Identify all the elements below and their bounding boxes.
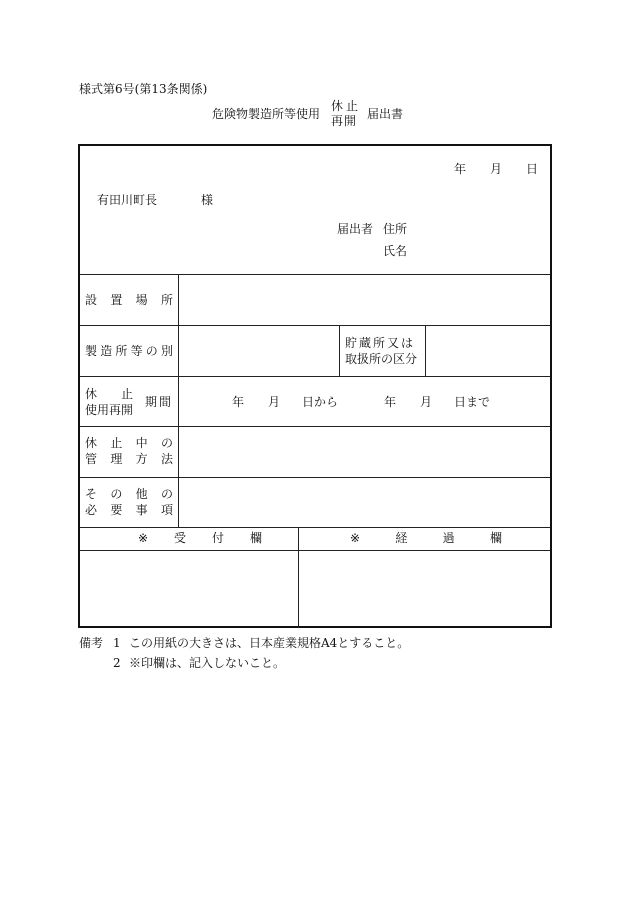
row-divider xyxy=(80,527,550,528)
other-label-line1: そ の 他 の xyxy=(85,487,173,501)
form-number: 様式第6号(第13条関係) xyxy=(79,82,208,96)
progress-header: ※ 経 過 欄 xyxy=(350,531,502,545)
label-column-divider xyxy=(178,274,179,527)
name-label: 氏名 xyxy=(383,244,408,258)
note-2-text: ※印欄は、記入しないこと。 xyxy=(129,656,286,670)
location-label: 設 置 場 所 xyxy=(85,293,173,307)
notes-label: 備考 xyxy=(79,636,104,650)
title-stack-top: 休止 xyxy=(331,99,362,113)
note-2-number: 2 xyxy=(113,656,121,670)
address-label: 住所 xyxy=(383,222,408,236)
row-divider xyxy=(80,274,550,275)
management-label-line2: 管 理 方 法 xyxy=(85,452,173,466)
period-label-top: 休 止 xyxy=(85,387,133,401)
honorific: 様 xyxy=(201,193,214,207)
title-main: 危険物製造所等使用 xyxy=(212,107,321,121)
period-to-day: 日まで xyxy=(454,395,491,409)
period-to-year: 年 xyxy=(384,395,397,409)
date-day: 日 xyxy=(526,162,539,176)
note-1-number: 1 xyxy=(113,636,121,650)
addressee: 有田川町長 xyxy=(97,193,158,207)
period-from-month: 月 xyxy=(268,395,281,409)
date-year: 年 xyxy=(454,162,467,176)
row-divider xyxy=(80,426,550,427)
row-divider xyxy=(80,550,550,551)
period-label-suffix: 期間 xyxy=(145,395,174,409)
form-table xyxy=(78,144,552,628)
period-label-bottom: 使用再開 xyxy=(85,403,134,417)
title-stack-bottom: 再開 xyxy=(331,114,358,128)
other-label-line2: 必 要 事 項 xyxy=(85,503,173,517)
row-divider xyxy=(80,325,550,326)
column-divider xyxy=(339,325,340,376)
column-divider xyxy=(425,325,426,376)
reception-header: ※ 受 付 欄 xyxy=(138,531,262,545)
storage-handling-label-line2: 取扱所の区分 xyxy=(345,352,418,366)
row-divider xyxy=(80,376,550,377)
period-from-year: 年 xyxy=(232,395,245,409)
period-from-day: 日から xyxy=(302,395,339,409)
title-suffix: 届出書 xyxy=(367,107,404,121)
date-month: 月 xyxy=(490,162,503,176)
facility-type-label: 製 造 所 等 の 別 xyxy=(85,344,173,358)
period-to-month: 月 xyxy=(420,395,433,409)
row-divider xyxy=(80,477,550,478)
note-1-text: この用紙の大きさは、日本産業規格A4とすること。 xyxy=(129,636,410,650)
bottom-column-divider xyxy=(298,527,299,628)
notifier-label: 届出者 xyxy=(337,222,374,236)
storage-handling-label-line1: 貯蔵所又は xyxy=(345,336,416,350)
management-label-line1: 休 止 中 の xyxy=(85,436,173,450)
